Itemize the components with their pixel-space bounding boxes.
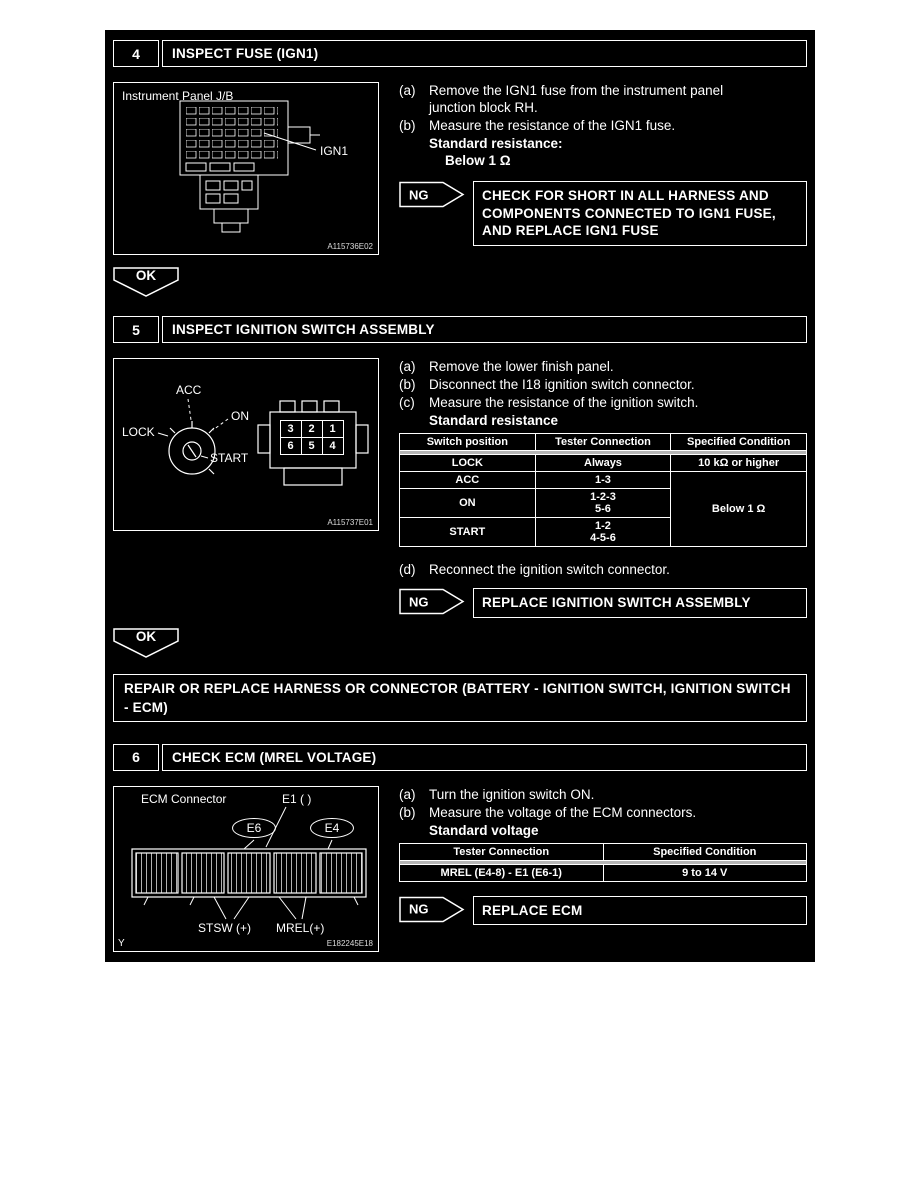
instruction-label: (a) xyxy=(399,83,416,98)
ng-arrow-icon xyxy=(399,588,465,615)
figure-code: A115736E02 xyxy=(327,242,373,251)
standard-voltage-label: Standard voltage xyxy=(429,822,539,838)
cell-condition: 10 kΩ or higher xyxy=(671,455,807,472)
ok-label: OK xyxy=(135,268,157,283)
cell-condition: 9 to 14 V xyxy=(603,864,807,881)
instruction-d xyxy=(399,561,807,578)
standard-resistance-label: Standard resistance: xyxy=(429,136,563,151)
step6-body xyxy=(113,786,807,952)
table-row-lock xyxy=(400,455,807,472)
diagnostic-procedure-panel xyxy=(105,30,815,962)
ok-marker-icon xyxy=(113,267,179,297)
step4-header xyxy=(113,40,807,67)
cell-position: LOCK xyxy=(400,455,536,472)
instruction-text: Disconnect the I18 ignition switch connector. xyxy=(429,377,695,392)
instruction-text: Measure the voltage of the ECM connectors. xyxy=(429,804,697,820)
cell-connection: MREL (E4-8) - E1 (E6-1) xyxy=(400,864,604,881)
page-corner-mark: Y xyxy=(118,937,125,949)
instruction-label: (d) xyxy=(399,562,416,577)
instruction-b xyxy=(399,117,765,134)
step6-ng-action: REPLACE ECM xyxy=(473,896,807,926)
ng-arrow-icon xyxy=(399,896,465,923)
ng-label: NG xyxy=(409,187,429,202)
instruction-label: (b) xyxy=(399,804,416,820)
step5-text-column xyxy=(399,358,807,618)
instruction-label: (b) xyxy=(399,377,416,392)
lock-position-label: LOCK xyxy=(122,425,155,439)
standard-resistance-value: Below 1 Ω xyxy=(445,153,511,168)
step4-figure xyxy=(113,82,379,255)
column-header-tester-connection: Tester Connection xyxy=(400,843,604,860)
ign1-callout: IGN1 xyxy=(320,144,349,158)
instruction-label: (b) xyxy=(399,118,416,133)
instruction-text: Measure the resistance of the ignition switch. xyxy=(429,395,699,410)
e1-connector-label: E1 ( ) xyxy=(282,791,312,806)
instruction-a xyxy=(399,358,765,375)
cell-position: ON xyxy=(400,489,536,518)
step5-body xyxy=(113,358,807,618)
cell-position: ACC xyxy=(400,472,536,489)
step6-text-column xyxy=(399,786,807,926)
figure-code: A115737E01 xyxy=(327,518,373,527)
repair-or-replace-result-box: REPAIR OR REPLACE HARNESS OR CONNECTOR (BATTERY - IGNITION SWITCH, IGNITION SWITCH - ECM) xyxy=(113,674,807,722)
stsw-terminal-label: STSW (+) xyxy=(198,920,251,935)
step5-ng-row xyxy=(399,588,807,618)
e6-connector-badge: E6 xyxy=(232,818,276,838)
instruction-text: Measure the resistance of the IGN1 fuse. xyxy=(429,118,676,133)
step4-title: INSPECT FUSE (IGN1) xyxy=(162,40,807,67)
column-header-tester-connection: Tester Connection xyxy=(535,434,671,451)
step5-figure xyxy=(113,358,379,531)
ng-label: NG xyxy=(409,901,429,917)
step4-ng-action: CHECK FOR SHORT IN ALL HARNESS AND COMPONENTS CONNECTED TO IGN1 FUSE, AND REPLACE IGN1 FUSE xyxy=(473,181,807,246)
cell-connection: 1-2-3 5-6 xyxy=(535,489,671,518)
step5-ng-action: REPLACE IGNITION SWITCH ASSEMBLY xyxy=(473,588,807,618)
step6-figure xyxy=(113,786,379,952)
ignition-switch-resistance-table xyxy=(399,433,807,547)
ecm-voltage-table xyxy=(399,843,807,882)
pin-2: 2 xyxy=(301,420,323,438)
cell-connection: Always xyxy=(535,455,671,472)
ok-label: OK xyxy=(135,628,157,644)
cell-position: START xyxy=(400,518,536,547)
figure-code: E182245E18 xyxy=(326,938,373,948)
on-position-label: ON xyxy=(231,409,249,423)
step6-ng-row xyxy=(399,896,807,926)
column-header-switch-position: Switch position xyxy=(400,434,536,451)
step6-title: CHECK ECM (MREL VOLTAGE) xyxy=(162,744,807,771)
instruction-text: Turn the ignition switch ON. xyxy=(429,786,595,802)
instruction-a xyxy=(399,82,765,116)
cell-condition-merged: Below 1 Ω xyxy=(671,472,807,547)
acc-position-label: ACC xyxy=(176,383,202,397)
column-header-specified-condition: Specified Condition xyxy=(671,434,807,451)
instruction-b xyxy=(399,376,765,393)
mrel-terminal-label: MREL(+) xyxy=(276,920,325,935)
step5-title: INSPECT IGNITION SWITCH ASSEMBLY xyxy=(162,316,807,343)
e4-connector-badge: E4 xyxy=(310,818,354,838)
fuse-box-diagram xyxy=(114,83,378,254)
instruction-text: Reconnect the ignition switch connector. xyxy=(429,562,670,577)
step4-text-column xyxy=(399,82,807,246)
instruction-label: (a) xyxy=(399,359,416,374)
instruction-label: (a) xyxy=(399,786,416,802)
instruction-text: Remove the lower finish panel. xyxy=(429,359,614,374)
cell-connection: 1-3 xyxy=(535,472,671,489)
step4-body xyxy=(113,82,807,255)
instruction-c xyxy=(399,394,765,411)
step5-header xyxy=(113,316,807,343)
pin-4: 4 xyxy=(322,437,344,455)
ok-marker-icon xyxy=(113,628,179,658)
step6-number: 6 xyxy=(113,744,159,771)
instruction-a xyxy=(399,786,765,803)
step4-number: 4 xyxy=(113,40,159,67)
ng-arrow-icon xyxy=(399,181,465,208)
standard-resistance-label: Standard resistance xyxy=(429,413,559,428)
start-position-label: START xyxy=(210,451,249,465)
figure-title: ECM Connector xyxy=(141,791,227,806)
pin-3: 3 xyxy=(280,420,302,438)
column-header-specified-condition: Specified Condition xyxy=(603,843,807,860)
ng-label: NG xyxy=(409,594,429,609)
pin-1: 1 xyxy=(322,420,344,438)
table-row-acc xyxy=(400,472,807,489)
step5-number: 5 xyxy=(113,316,159,343)
step6-header xyxy=(113,744,807,771)
pin-5: 5 xyxy=(301,437,323,455)
connector-pin-grid xyxy=(280,420,343,454)
table-row-mrel xyxy=(400,864,807,881)
instruction-b xyxy=(399,804,765,821)
instruction-label: (c) xyxy=(399,395,415,410)
instruction-text: Remove the IGN1 fuse from the instrument panel junction block RH. xyxy=(429,83,724,115)
step4-ng-row xyxy=(399,181,807,246)
figure-title: Instrument Panel J/B xyxy=(122,89,234,103)
cell-connection: 1-2 4-5-6 xyxy=(535,518,671,547)
pin-6: 6 xyxy=(280,437,302,455)
